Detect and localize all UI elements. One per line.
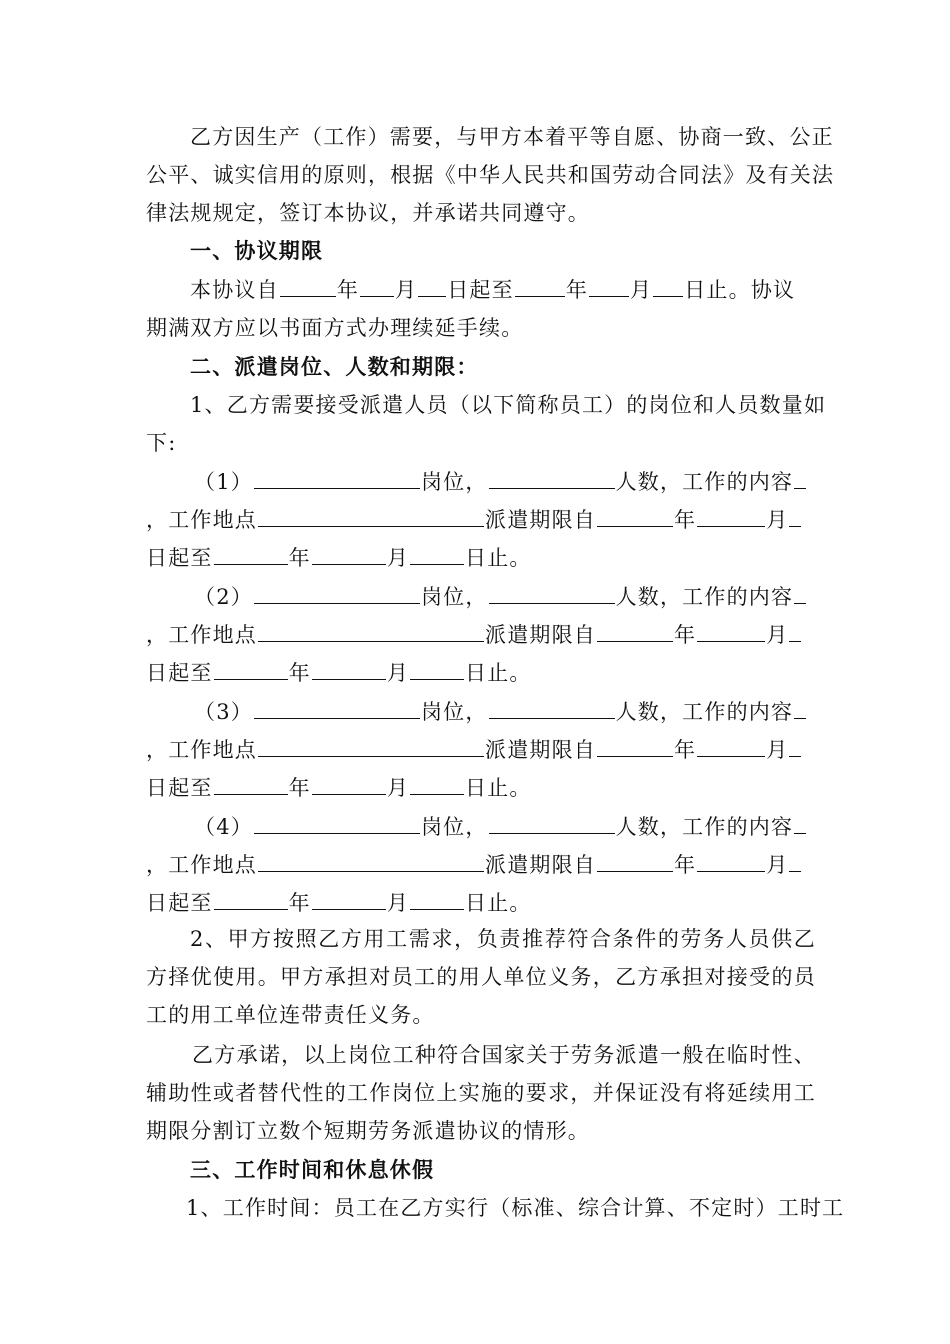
- term-year-label: 年: [336, 278, 360, 302]
- entry-content-label: 人数，工作的内容: [615, 585, 794, 609]
- entry-location-blank[interactable]: [258, 737, 484, 757]
- section-heading-dispatch: 二、派遣岗位、人数和期限：: [190, 354, 479, 379]
- dispatch-item1-line-2: 下:: [146, 431, 177, 455]
- entry-start-month-blank[interactable]: [697, 852, 765, 872]
- entry-end-month-blank[interactable]: [312, 890, 386, 910]
- term-line: [146, 273, 816, 307]
- dispatch-entry-line-3: [146, 656, 816, 690]
- entry-start-year-blank[interactable]: [597, 507, 673, 527]
- entry-year-label-2: 年: [288, 891, 311, 915]
- dispatch-entry-line-2: [146, 618, 816, 652]
- term-end-day-blank[interactable]: [653, 277, 683, 297]
- term-end-year-blank[interactable]: [515, 277, 565, 297]
- entry-location-blank[interactable]: [258, 622, 484, 642]
- entry-end-year-blank[interactable]: [214, 660, 288, 680]
- entry-period-label: 派遣期限自: [485, 508, 596, 532]
- entry-start-year-blank[interactable]: [597, 737, 673, 757]
- term-start-month-blank[interactable]: [360, 277, 394, 297]
- entry-start-month-blank[interactable]: [697, 507, 765, 527]
- entry-end-year-blank[interactable]: [214, 545, 288, 565]
- term-start-label: 本协议自: [190, 278, 279, 302]
- entry-year-label-2: 年: [288, 661, 311, 685]
- entry-month-label: 月: [766, 508, 789, 532]
- term-from-label: 日起至: [447, 278, 514, 302]
- entry-content-blank[interactable]: [794, 469, 806, 489]
- term-renewal-line: 期满双方应以书面方式办理续延手续。: [146, 316, 524, 340]
- entry-end-day-blank[interactable]: [410, 660, 464, 680]
- entry-content-blank[interactable]: [794, 699, 806, 719]
- entry-post-blank[interactable]: [254, 699, 420, 719]
- entry-post-label: 岗位，: [420, 470, 488, 494]
- entry-location-label: ，工作地点: [146, 508, 257, 532]
- dispatch-entry-line-1: [146, 695, 816, 729]
- entry-end-month-blank[interactable]: [312, 775, 386, 795]
- promise-line-3: 期限分割订立数个短期劳务派遣协议的情形。: [146, 1119, 590, 1143]
- entry-post-blank[interactable]: [254, 584, 420, 604]
- entry-content-label: 人数，工作的内容: [615, 700, 794, 724]
- dispatch-item2-line-1: 2、甲方按照乙方用工需求，负责推荐符合条件的劳务人员供乙: [190, 927, 816, 951]
- entry-count-blank[interactable]: [489, 699, 615, 719]
- promise-line-1: 乙方承诺，以上岗位工种符合国家关于劳务派遣一般在临时性、: [192, 1043, 816, 1067]
- term-start-day-blank[interactable]: [418, 277, 446, 297]
- entry-post-label: 岗位，: [420, 585, 488, 609]
- dispatch-entry-line-1: [146, 465, 816, 499]
- intro-line-3: 律法规规定，签订本协议，并承诺共同遵守。: [146, 201, 590, 225]
- entry-end-day-blank[interactable]: [410, 545, 464, 565]
- entry-start-year-blank[interactable]: [597, 852, 673, 872]
- entry-start-day-blank[interactable]: [789, 852, 801, 872]
- entry-post-blank[interactable]: [254, 814, 420, 834]
- entry-number: （1）: [194, 470, 253, 494]
- entry-location-blank[interactable]: [258, 852, 484, 872]
- term-start-year-blank[interactable]: [280, 277, 336, 297]
- entry-from-label: 日起至: [146, 891, 213, 915]
- dispatch-entry-line-2: [146, 733, 816, 767]
- entry-month-label: 月: [766, 738, 789, 762]
- dispatch-entry-line-3: [146, 886, 816, 920]
- dispatch-entry-line-2: [146, 503, 816, 537]
- dispatch-item2-line-3: 工的用工单位连带责任义务。: [146, 1003, 435, 1027]
- entry-month-label: 月: [766, 853, 789, 877]
- entry-number: （2）: [194, 585, 253, 609]
- entry-year-label: 年: [674, 508, 697, 532]
- entry-end-label: 日止。: [465, 546, 532, 570]
- entry-count-blank[interactable]: [489, 814, 615, 834]
- entry-location-label: ，工作地点: [146, 623, 257, 647]
- entry-year-label-2: 年: [288, 546, 311, 570]
- entry-end-year-blank[interactable]: [214, 775, 288, 795]
- entry-start-day-blank[interactable]: [789, 622, 801, 642]
- entry-year-label: 年: [674, 623, 697, 647]
- entry-start-year-blank[interactable]: [597, 622, 673, 642]
- entry-end-day-blank[interactable]: [410, 775, 464, 795]
- section-heading-term: 一、协议期限: [190, 238, 324, 263]
- entry-end-day-blank[interactable]: [410, 890, 464, 910]
- dispatch-entry-line-3: [146, 771, 816, 805]
- entry-end-year-blank[interactable]: [214, 890, 288, 910]
- entry-year-label: 年: [674, 738, 697, 762]
- entry-post-label: 岗位，: [420, 700, 488, 724]
- entry-end-label: 日止。: [465, 891, 532, 915]
- entry-start-month-blank[interactable]: [697, 737, 765, 757]
- entry-count-blank[interactable]: [489, 584, 615, 604]
- entry-period-label: 派遣期限自: [485, 853, 596, 877]
- entry-content-label: 人数，工作的内容: [615, 470, 794, 494]
- entry-end-month-blank[interactable]: [312, 545, 386, 565]
- entry-year-label-2: 年: [288, 776, 311, 800]
- section-heading-work-time: 三、工作时间和休息休假: [190, 1157, 435, 1182]
- entry-start-day-blank[interactable]: [789, 507, 801, 527]
- entry-location-label: ，工作地点: [146, 738, 257, 762]
- entry-post-blank[interactable]: [254, 469, 420, 489]
- entry-end-month-blank[interactable]: [312, 660, 386, 680]
- dispatch-item2-line-2: 方择优使用。甲方承担对员工的用人单位义务，乙方承担对接受的员: [146, 965, 816, 989]
- entry-content-blank[interactable]: [794, 584, 806, 604]
- entry-month-label-2: 月: [386, 546, 410, 570]
- work-time-line-1: 1、工作时间：员工在乙方实行（标准、综合计算、不定时）工时工: [186, 1196, 845, 1220]
- entry-end-label: 日止。: [465, 661, 532, 685]
- entry-month-label-2: 月: [386, 891, 410, 915]
- entry-start-month-blank[interactable]: [697, 622, 765, 642]
- dispatch-entry-line-3: [146, 541, 816, 575]
- dispatch-entry-line-1: [146, 810, 816, 844]
- entry-post-label: 岗位，: [420, 815, 488, 839]
- entry-content-blank[interactable]: [794, 814, 806, 834]
- entry-number: （4）: [194, 815, 253, 839]
- entry-from-label: 日起至: [146, 661, 213, 685]
- entry-count-blank[interactable]: [489, 469, 615, 489]
- entry-month-label: 月: [766, 623, 789, 647]
- intro-line-2: 公平、诚实信用的原则，根据《中华人民共和国劳动合同法》及有关法: [146, 163, 835, 187]
- entry-content-label: 人数，工作的内容: [615, 815, 794, 839]
- term-year-label-2: 年: [565, 278, 589, 302]
- entry-month-label-2: 月: [386, 776, 410, 800]
- dispatch-entry-line-1: [146, 580, 816, 614]
- entry-start-day-blank[interactable]: [789, 737, 801, 757]
- dispatch-entry-line-2: [146, 848, 816, 882]
- entry-from-label: 日起至: [146, 546, 213, 570]
- entry-period-label: 派遣期限自: [485, 738, 596, 762]
- entry-location-blank[interactable]: [258, 507, 484, 527]
- entry-from-label: 日起至: [146, 776, 213, 800]
- term-end-label: 日止。协议: [684, 278, 796, 302]
- entry-month-label-2: 月: [386, 661, 410, 685]
- entry-number: （3）: [194, 700, 253, 724]
- term-month-label: 月: [395, 278, 418, 302]
- entry-location-label: ，工作地点: [146, 853, 257, 877]
- promise-line-2: 辅助性或者替代性的工作岗位上实施的要求，并保证没有将延续用工: [146, 1081, 816, 1105]
- term-month-label-2: 月: [630, 278, 653, 302]
- intro-line-1: 乙方因生产（工作）需要，与甲方本着平等自愿、协商一致、公正: [190, 125, 834, 149]
- dispatch-item1-line-1: 1、乙方需要接受派遣人员（以下简称员工）的岗位和人员数量如: [190, 393, 827, 417]
- entry-end-label: 日止。: [465, 776, 532, 800]
- entry-period-label: 派遣期限自: [485, 623, 596, 647]
- term-end-month-blank[interactable]: [589, 277, 629, 297]
- entry-year-label: 年: [674, 853, 697, 877]
